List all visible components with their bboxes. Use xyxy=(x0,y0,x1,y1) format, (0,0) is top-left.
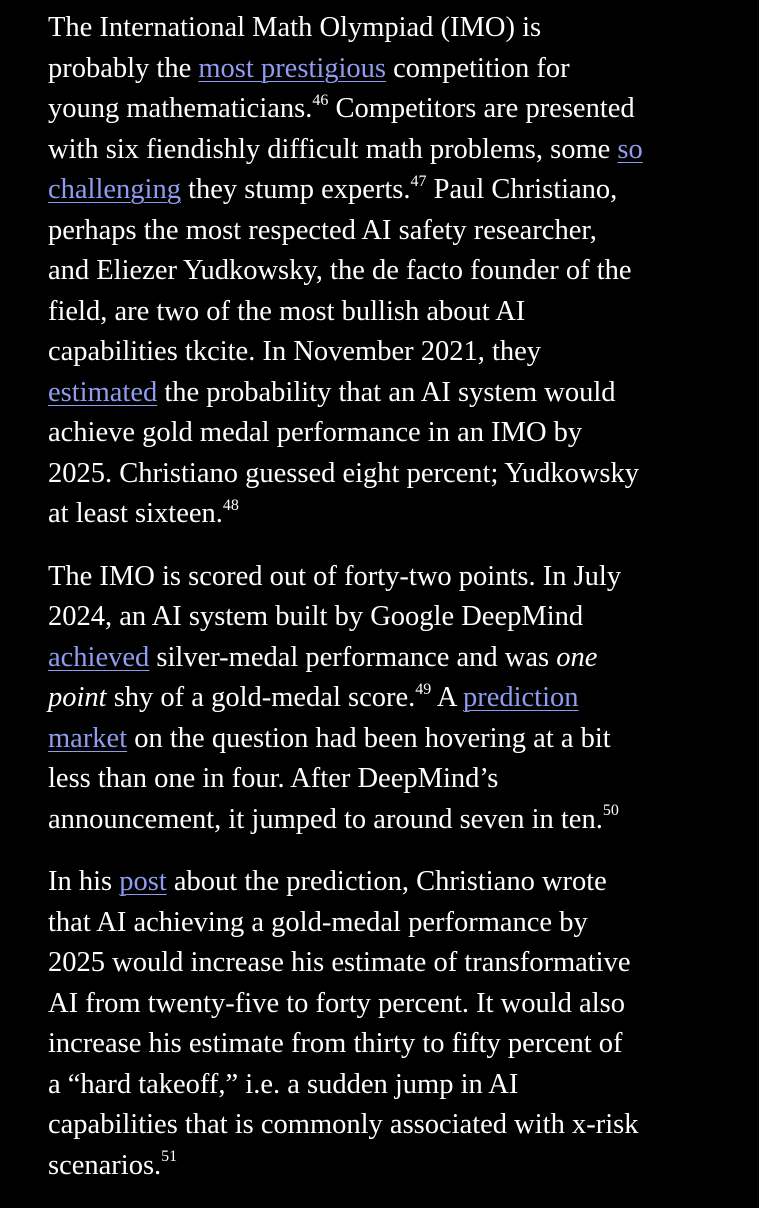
paragraph xyxy=(48,8,728,535)
text-line xyxy=(48,373,728,414)
text-run: 2025. Christiano guessed eight percent; Yudkowsky xyxy=(48,457,640,489)
text-run: field, are two of the most bullish about AI xyxy=(48,295,526,327)
footnote-marker: 49 xyxy=(415,680,432,698)
text-run: Paul Christiano, xyxy=(426,174,618,205)
text-run: about the prediction, Christiano wrote xyxy=(166,866,607,897)
footnote-marker: 50 xyxy=(602,802,619,819)
footnote-marker: 48 xyxy=(222,496,239,514)
text-line xyxy=(48,332,728,373)
text-line xyxy=(48,8,728,49)
text-line xyxy=(48,251,728,292)
text-run: increase his estimate from thirty to fifty percent of xyxy=(48,1028,623,1059)
text-run: Competitors are presented xyxy=(328,93,635,124)
text-run: shy of a gold-medal score. xyxy=(106,682,416,713)
text-run: The IMO is scored out of forty-two points. In July xyxy=(48,560,622,592)
inline-link[interactable]: challenging xyxy=(48,174,181,205)
text-run: young mathematicians. xyxy=(48,93,313,124)
text-line xyxy=(48,862,728,903)
text-run: perhaps the most respected AI safety researcher, xyxy=(48,214,597,246)
inline-link[interactable]: achieved xyxy=(48,641,150,673)
emphasized-text: point xyxy=(48,682,107,713)
footnote-marker: 46 xyxy=(312,91,329,109)
text-line xyxy=(48,638,728,679)
inline-link[interactable]: estimated xyxy=(48,376,158,408)
text-run: a “hard takeoff,” i.e. a sudden jump in AI xyxy=(48,1068,519,1100)
text-run: AI from twenty-five to forty percent. It would also xyxy=(48,987,625,1019)
text-run: scenarios. xyxy=(48,1149,162,1181)
footnote-marker: 51 xyxy=(161,1148,178,1165)
text-run: silver-medal performance and was xyxy=(149,641,557,673)
text-run: the probability that an AI system would xyxy=(157,376,616,408)
text-run: that AI achieving a gold-medal performance by xyxy=(48,906,588,938)
text-line xyxy=(48,943,728,984)
inline-link[interactable]: prediction xyxy=(462,682,579,713)
text-line xyxy=(48,1146,728,1187)
text-run: capabilities tkcite. In November 2021, they xyxy=(48,336,542,367)
text-run: and Eliezer Yudkowsky, the de facto founder of the xyxy=(48,255,632,286)
text-line xyxy=(48,903,728,944)
text-run: competition for xyxy=(386,52,570,84)
text-line xyxy=(48,211,728,252)
text-line xyxy=(48,678,728,719)
emphasized-text: one xyxy=(556,641,598,673)
text-run: A xyxy=(431,682,463,713)
paragraph xyxy=(48,862,728,1186)
text-run: capabilities that is commonly associated with x-risk xyxy=(48,1109,639,1140)
text-run: they stump experts. xyxy=(180,174,411,205)
text-run: less than one in four. After DeepMind’s xyxy=(48,763,499,794)
text-line xyxy=(48,494,728,535)
text-run: at least sixteen. xyxy=(48,498,223,529)
text-run: 2025 would increase his estimate of transformative xyxy=(48,947,631,978)
text-line xyxy=(48,719,728,760)
text-line xyxy=(48,49,728,90)
text-line xyxy=(48,557,728,598)
text-run: 2024, an AI system built by Google DeepMind xyxy=(48,601,584,632)
text-line xyxy=(48,292,728,333)
text-run: achieve gold medal performance in an IMO by xyxy=(48,417,583,448)
text-run: In his xyxy=(48,866,120,897)
text-run: probably the xyxy=(48,52,199,84)
text-line xyxy=(48,597,728,638)
text-line xyxy=(48,759,728,800)
text-line xyxy=(48,1024,728,1065)
text-line xyxy=(48,1065,728,1106)
inline-link[interactable]: most prestigious xyxy=(198,52,387,84)
text-run: The International Math Olympiad (IMO) is xyxy=(48,12,542,43)
text-line xyxy=(48,800,728,841)
footnote-marker: 47 xyxy=(410,172,427,190)
text-line xyxy=(48,454,728,495)
inline-link[interactable]: post xyxy=(119,866,167,897)
text-line xyxy=(48,170,728,211)
article-body xyxy=(48,8,728,1208)
inline-link[interactable]: so xyxy=(617,133,643,165)
inline-link[interactable]: market xyxy=(48,722,128,754)
text-line xyxy=(48,130,728,171)
text-line xyxy=(48,89,728,130)
text-run: announcement, it jumped to around seven in ten. xyxy=(48,803,603,835)
text-run: with six fiendishly difficult math problems, some xyxy=(48,133,618,165)
paragraph xyxy=(48,557,728,841)
text-line xyxy=(48,984,728,1025)
text-run: on the question had been hovering at a bit xyxy=(127,722,611,754)
text-line xyxy=(48,413,728,454)
text-line xyxy=(48,1105,728,1146)
